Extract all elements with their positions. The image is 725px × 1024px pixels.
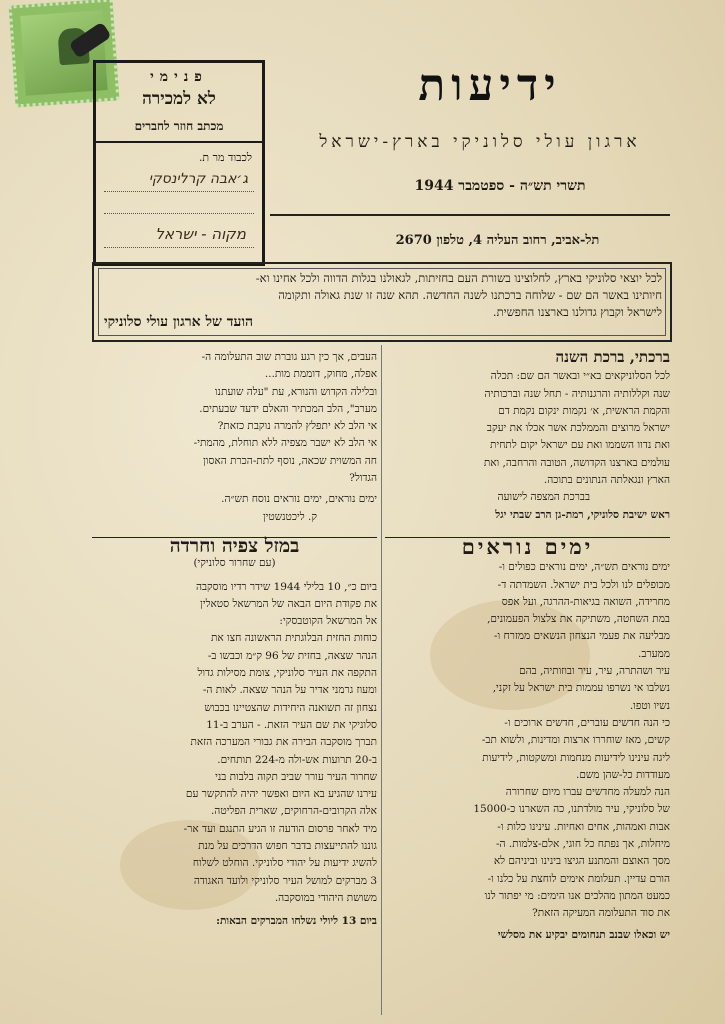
address-to-label: לכבוד מר ת.	[198, 151, 252, 164]
greeting-signature: הועד של ארגון עולי סלוניקי	[104, 314, 254, 330]
section-rule	[385, 537, 670, 538]
location-handwritten: מקוה - ישראל	[155, 225, 246, 243]
section-title-days-of-awe: ימים נוראים	[461, 533, 594, 559]
paragraph-line: הנה למעלה מחדשים עברו מיום שחרורה	[505, 786, 670, 799]
closing-line: ביום 13 ליולי נשלחו המברקים הבאות:	[216, 915, 377, 928]
paragraph-line: חה המשוית שכאה, נוסף לתת-הכרת האסון	[203, 454, 377, 467]
masthead-rule	[270, 214, 670, 216]
paragraph-line: מסך האוצם והמתנע הגיצו בינינו וביניהם לא	[493, 855, 670, 868]
address-dotted-line	[104, 191, 254, 192]
address-dotted-line	[104, 213, 254, 214]
paragraph-line: העבים, אך כין רגע גוברת שוב התעלומה ה-	[201, 351, 377, 363]
paragraph-line: ואת נדוו השממו ואת עם ישראל יקום לתחית	[490, 439, 670, 452]
paragraph-line: הארץ ונגאלתה הנתונים בתוכה.	[543, 474, 670, 487]
paragraph-line: של סלוניקי, עיר מולדתנו, כה השארנו כ-15000	[473, 803, 670, 816]
paragraph-line: ישראל מרוצים והממלכת אשר אכלו את יעקב	[486, 422, 670, 435]
greeting-line: לישראל וקבוץ גדולנו בארצנו החפשית.	[492, 305, 662, 319]
publisher-address: תל-אביב, רחוב העליה 4, טלפון 2670	[395, 233, 600, 248]
address-divider	[96, 141, 262, 143]
cancellation-mark-icon	[69, 21, 112, 58]
signature-line: ימים נוראים, ימים נוראים נוסח תש״ה.	[221, 493, 377, 506]
paragraph-line: משושת היהודי במוסקבה.	[274, 891, 377, 904]
paragraph-line: אי הלב לא יתפלץ להמרה נוקבת כזאת?	[217, 420, 377, 433]
paragraph-line: מחרידה, השואה בגיאות-ההרגה, ועל אפס	[501, 595, 670, 608]
paragraph-line: במת השחטה, משתיקה את צלצול הפעמונים,	[487, 613, 670, 626]
newsletter-subtitle: ארגון עולי סלוניקי בארץ-ישראל	[319, 132, 641, 152]
paragraph-line: אלה הקרובים-הרחוקים, שארית הפליטה.	[210, 805, 377, 818]
newsletter-title: ידיעות	[418, 60, 562, 111]
paragraph-line: מעודדות כל-שהן משם.	[575, 768, 670, 781]
paragraph-line: הגדול?	[349, 472, 377, 485]
paragraph-line: נצחון זה תשואנה היחידות שהצטיינו בכבוש	[204, 701, 377, 714]
paragraph-line: ליגה עינינו לידיעות מנחמות ומשקטות, לידיעות	[482, 751, 670, 764]
address-line-internal: פנימי	[150, 69, 208, 85]
blessing-signature: ראש ישיבת סלוניקי, רמת-גן הרב שבתי יגל	[495, 508, 670, 521]
paragraph-line: נשיו וטפו.	[629, 699, 670, 712]
paragraph-line: מיחלות, אך נפתח כל חוגי, אלם-צלמות. ה-	[495, 838, 670, 851]
paragraph-line: עולמים בארצנו הקדושה, הטובה והרחבה, ואת	[483, 456, 670, 469]
recipient-handwritten: ג׳אבה קרלינסקי	[148, 171, 248, 187]
address-box	[93, 60, 265, 266]
paragraph-line: נשלבו אי נשרפו עממות בית ישראל על זקני,	[492, 682, 670, 695]
paragraph-line: כי הנה חדשים עוברים, חדשים ארוכים ו-	[504, 716, 670, 729]
paragraph-line: מערב", הלב המכתיר והאלם ידעד שבעתים.	[199, 402, 377, 415]
closing-line: יש וכאלו שבנב תנחומים יבקיע את מסלשי	[497, 928, 670, 941]
address-dotted-line	[104, 247, 254, 248]
address-line-circular: מכתב חוזר לחברים	[134, 119, 224, 133]
left-column	[92, 345, 377, 931]
paragraph-line: כוחות החזית הבלוגתית הראשונה חצו את	[210, 632, 377, 645]
paragraph-line: להשיג ידיעות על יהודי סלוניקי. הוחלט לשלוח	[192, 857, 377, 870]
section-rule	[92, 537, 377, 538]
paragraph-line: ביום כ״, 10 בלילי 1944 שידר רדיו מוסקבה	[195, 580, 377, 593]
column-divider	[381, 345, 382, 1015]
paragraph-line: מבליעה את פעמי הנצחון הנשאים ממזרח ו-	[493, 630, 670, 643]
paragraph-line: אל המרשאל הקוטבסקי:	[279, 615, 377, 628]
paragraph-line: מכופלים לנו ולכל בית ישראל. השמדתה ד-	[497, 578, 670, 591]
paragraph-line: גוננו להתייעצות בדבר חפוש הדרכים על מנת	[198, 840, 377, 853]
paragraph-line: ממערב.	[638, 647, 670, 660]
paragraph-line: ומעוז גרמני אדיר על הנהר שצאה. לאות ה-	[202, 684, 377, 697]
right-column	[385, 345, 670, 944]
paragraph-line: קשים, מאז שוחררו ארצות ומדינות, ולשוא תב-	[481, 734, 670, 747]
paragraph-line: סלוניקי את שם העיר הזאת. - הערב ב-11	[206, 718, 377, 731]
paragraph-line: כמעט המתון מהלכים אנו הימים: מי יפתור לנו	[484, 889, 670, 902]
paragraph-line: מיד לאחר פרסום הודעה זו הגיע התנגם ועד אר-	[183, 822, 377, 835]
paragraph-line: תברך מוסקבה הבירה את גבורי המערכה הזאת	[190, 736, 377, 749]
paragraph-line: אי הלב לא ישבר מצפיה ללא תוחלת, מהמתי-	[193, 437, 377, 450]
paragraph-line: את פקודת היום הבאה של המרשאל סטאלין	[200, 597, 377, 610]
paragraph-line: התקפה את העיר סלוניקי, צומת מסילות גדול	[197, 667, 377, 680]
greeting-line: לכל יוצאי סלוניקי בארץ, לחלוצינו בשורת העם בחזיתות, לגאולנו בגלות הדווה ולכל אחינו וא-	[255, 271, 662, 285]
paragraph-line: עיר ושהתרה, עיר, עיר ובוזותיה, בהם	[519, 665, 670, 678]
greeting-line: חיותינו באשר הם שם - שלוחה ברכתנו לשנה החדשה. תהא שנה זו שנת גאולה ותקומה	[278, 288, 662, 302]
paragraph-line: את סוד התעלומה המעיקה הזאת?	[532, 907, 670, 920]
paragraph-line: ב-20 תרועות אש-ולה מ-224 תותחים.	[217, 753, 377, 766]
paragraph-line: ובלילה הקדוש והנורא, עת "עלה שועתנו	[214, 385, 377, 398]
paragraph-line: לכל הסלוניקאים בא״י ובאשר הם שם: תכלה	[490, 370, 670, 383]
section-subtitle: (עם שחרור סלוניקי)	[193, 557, 276, 570]
section-title-blessing: ברכתי, ברכת השנה	[555, 348, 670, 366]
paragraph-line: ימים נוראים תש״ה, ימים נוראים כפולים ו-	[498, 561, 670, 574]
paragraph-line: עירנו שהגיע בא היום ואפשר יהיה להתקשר עם	[185, 788, 377, 801]
paragraph-line: הנהר שצאה, בחזית של 96 ק״מ וכבשו ב-	[207, 649, 377, 662]
greeting-box	[92, 262, 672, 342]
paragraph-line: הורם עדיין. תעלומת אימים לוחצת על כלנו ו-	[487, 872, 670, 885]
article-signature: ק. ליכטנשטין	[262, 510, 317, 523]
paragraph-line: והקמת הראשית, א׳ נקמות ינקום נקמת דם	[498, 404, 670, 417]
section-title-anticipation: במזל צפיה וחרדה	[169, 534, 300, 557]
paragraph-line: אפלה, מחוק, דוממת מות...	[264, 368, 377, 381]
paragraph-line: אבות ואמהות, אחים ואחיות. עינינו כלות ו-	[497, 820, 670, 833]
paragraph-line: 3 מברקים למושל העיר סלוניקי ולועד האגודה	[193, 874, 377, 887]
issue-date: תשרי תש״ה - ספטמבר 1944	[414, 178, 586, 194]
address-line-not-for-sale: לא למכירה	[142, 89, 216, 109]
paragraph-line: שנה וקללותיה והרגנותיה - תחל שנה וברכותיה	[484, 387, 670, 400]
blessing-closing: בברכת המצפה לישועה	[497, 491, 590, 504]
paragraph-line: שחרור העיר עורר שביב תקוה בלבות בני	[215, 770, 377, 783]
